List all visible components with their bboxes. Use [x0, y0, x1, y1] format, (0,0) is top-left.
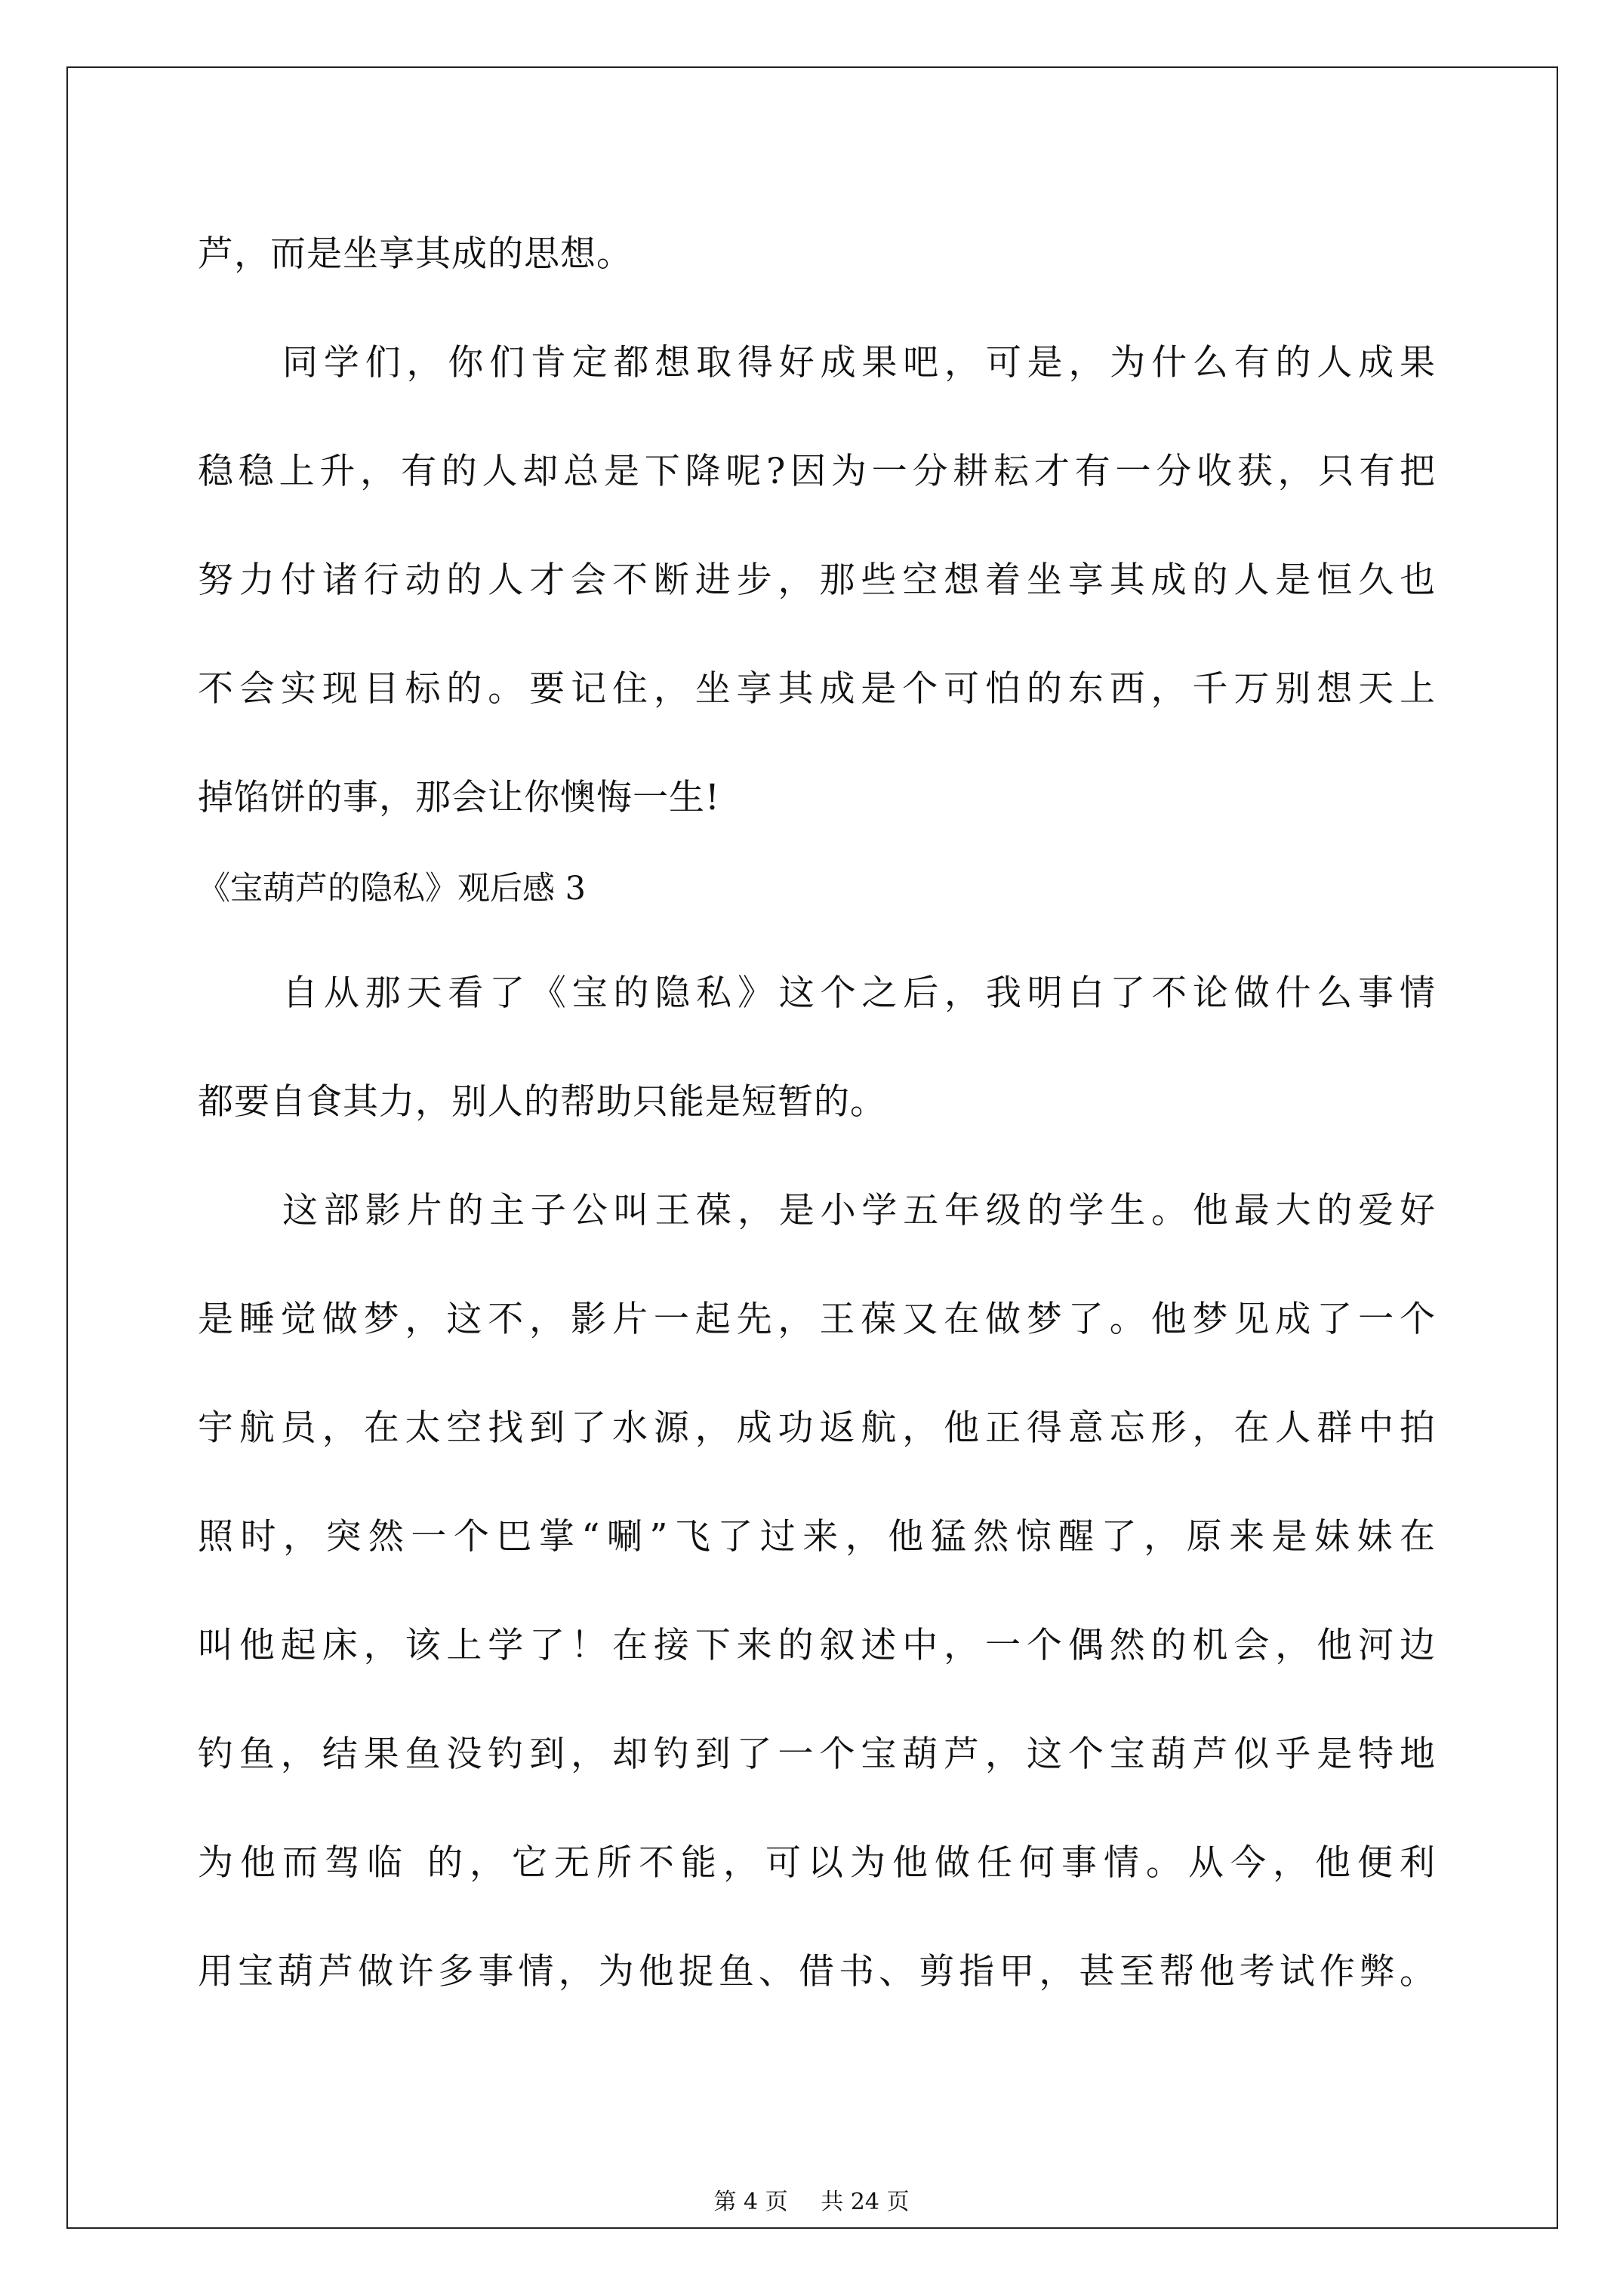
section-heading: 《宝葫芦的隐私》观后感 3 — [198, 870, 587, 908]
text-line: 为他而驾临 的，它无所不能，可以为他做任何事情。从今，他便利 — [198, 1842, 1436, 1884]
text-line: 掉馅饼的事，那会让你懊悔一生! — [198, 777, 720, 818]
text-line: 不会实现目标的。要记住，坐享其成是个可怕的东西，千万别想天上 — [198, 668, 1436, 710]
paragraph-first-line: 同学们，你们肯定都想取得好成果吧，可是，为什么有的人成果 — [282, 342, 1436, 384]
page-footer — [0, 2187, 1623, 2217]
text-line: 都要自食其力，别人的帮助只能是短暂的。 — [198, 1081, 886, 1123]
text-line: 芦，而是坐享其成的思想。 — [198, 233, 633, 275]
paragraph-first-line: 这部影片的主子公叫王葆，是小学五年级的学生。他最大的爱好 — [282, 1190, 1436, 1231]
text-line: 宇航员，在太空找到了水源，成功返航，他正得意忘形，在人群中拍 — [198, 1407, 1436, 1449]
page-border — [66, 66, 1558, 2229]
text-line: 是睡觉做梦，这不，影片一起先，王葆又在做梦了。他梦见成了一个 — [198, 1299, 1436, 1340]
page-total: 共 24 页 — [821, 2189, 910, 2215]
text-line: 努力付诸行动的人才会不断进步，那些空想着坐享其成的人是恒久也 — [198, 559, 1436, 601]
text-line: 稳稳上升，有的人却总是下降呢?因为一分耕耘才有一分收获，只有把 — [198, 451, 1436, 492]
text-line: 钓鱼，结果鱼没钓到，却钓到了一个宝葫芦，这个宝葫芦似乎是特地 — [198, 1734, 1436, 1775]
text-line: 照时，突然一个巴掌“唰”飞了过来，他猛然惊醒了，原来是妹妹在 — [198, 1516, 1436, 1558]
paragraph-first-line: 自从那天看了《宝的隐私》这个之后，我明白了不论做什么事情 — [282, 972, 1436, 1014]
text-line: 用宝葫芦做许多事情，为他捉鱼、借书、剪指甲，甚至帮他考试作弊。 — [198, 1951, 1436, 1992]
text-line: 叫他起床，该上学了！在接下来的叙述中，一个偶然的机会，他河边 — [198, 1625, 1436, 1666]
page-number: 第 4 页 — [713, 2189, 788, 2215]
